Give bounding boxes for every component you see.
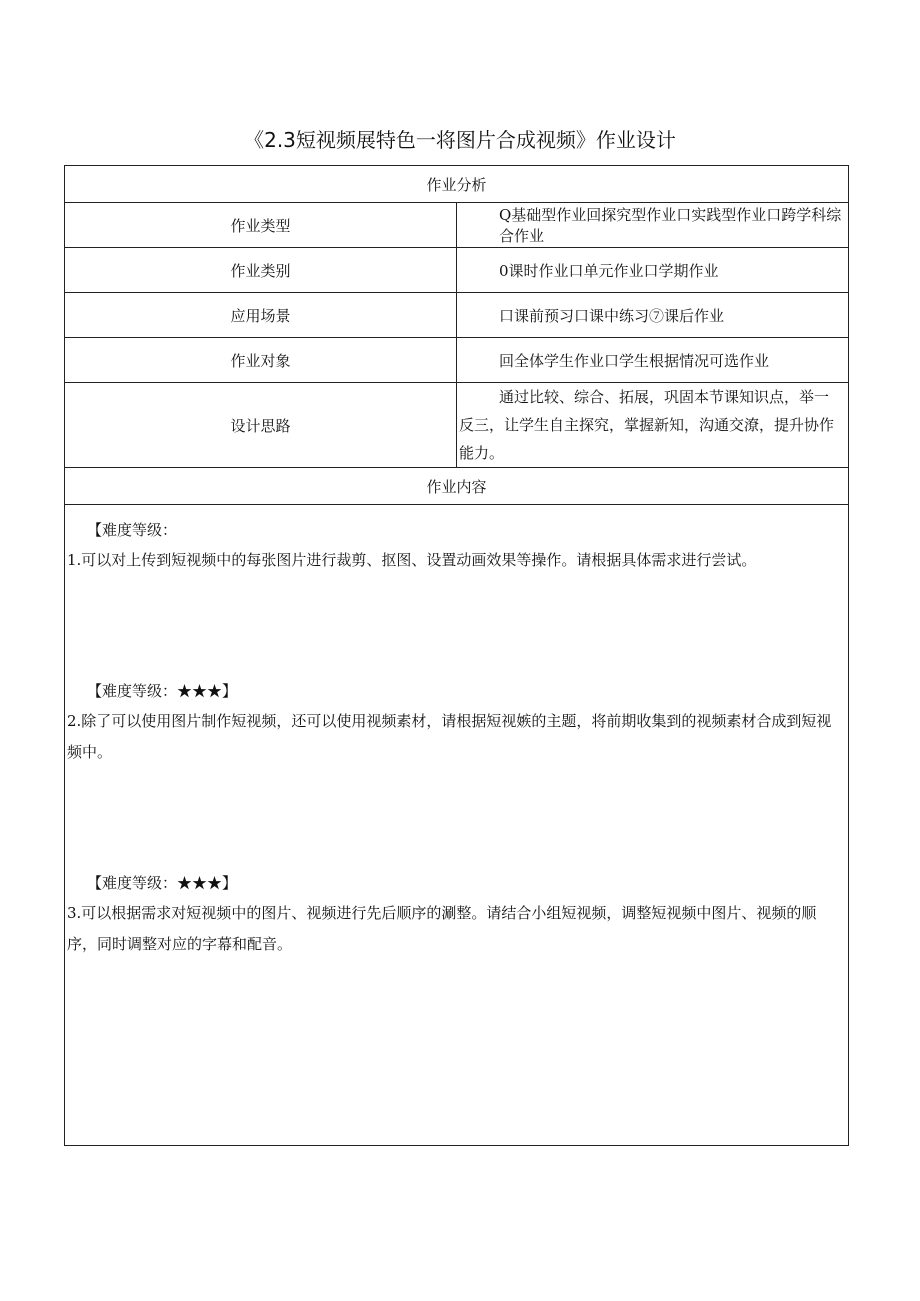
table-row: [65, 383, 849, 468]
row-label: 作业类别: [65, 248, 457, 293]
homework-design-table: [64, 165, 849, 1146]
row-value: 口课前预习口课中练习⑦课后作业: [457, 293, 849, 338]
difficulty-level: 【难度等级：★★★】: [87, 682, 238, 700]
table-row: [65, 248, 849, 293]
table-row: [65, 203, 849, 248]
table-row: [65, 293, 849, 338]
row-label: 应用场景: [65, 293, 457, 338]
row-value: 0课时作业口单元作业口学期作业: [457, 248, 849, 293]
difficulty-level: 【难度等级：: [87, 521, 178, 539]
row-value: Q基础型作业回探究型作业口实践型作业口跨学科综合作业: [457, 203, 849, 248]
row-label: 作业类型: [65, 203, 457, 248]
design-label: 设计思路: [65, 383, 457, 468]
row-value: 回全体学生作业口学生根据情况可选作业: [457, 338, 849, 383]
page-title: 《2.3短视频展特色一将图片合成视频》作业设计: [244, 128, 676, 152]
task-text: 3.可以根据需求对短视频中的图片、视频进行先后顺序的涮整。请结合小组短视频，调整短视频中图片、视频的顺序，同时调整对应的字幕和配音。: [67, 904, 817, 953]
content-header: 作业内容: [65, 468, 849, 505]
analysis-header: 作业分析: [65, 166, 849, 203]
content-body: [65, 505, 849, 1146]
row-label: 作业对象: [65, 338, 457, 383]
table-row: [65, 338, 849, 383]
design-value: [457, 383, 849, 468]
design-text: 通过比较、综合、拓展，巩固本节课知识点，举一反三，让学生自主探究，掌握新知，沟通交潦，提升协作能力。: [459, 388, 835, 462]
difficulty-level: 【难度等级：★★★】: [87, 874, 238, 892]
task-text: 1.可以对上传到短视频中的每张图片进行裁剪、抠图、设置动画效果等操作。请根据具体需求进行尝试。: [67, 551, 757, 569]
task-text: 2.除了可以使用图片制作短视频，还可以使用视频素材，请根据短视嫉的主题，将前期收集到的视频素材合成到短视频中。: [67, 712, 832, 761]
